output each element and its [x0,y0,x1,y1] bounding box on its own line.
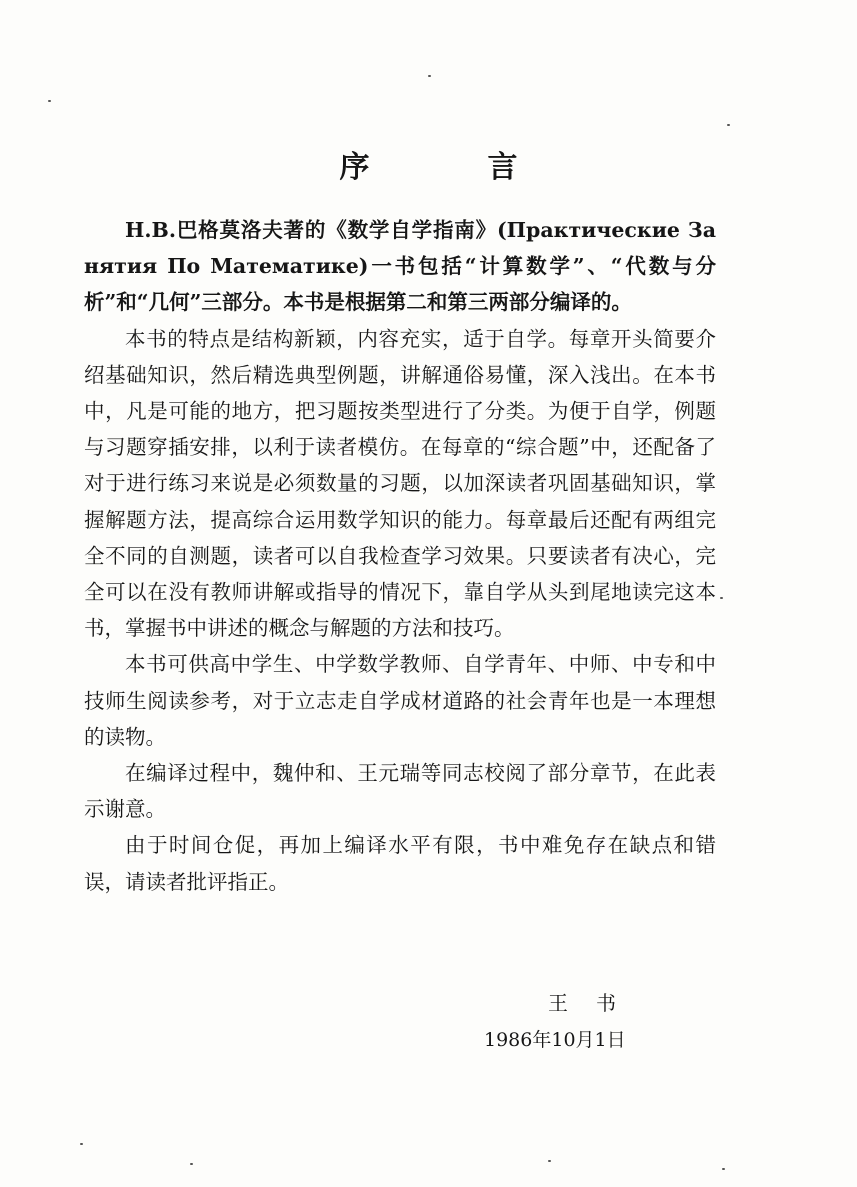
scan-speck [428,75,431,77]
paragraph-audience: 本书可供高中学生、中学数学教师、自学青年、中师、中专和中技师生阅读参考，对于立志走自学成材道路的社会青年也是一本理想的读物。 [84,652,716,749]
page-title: 序 言 [339,150,562,185]
scan-speck [727,124,730,126]
scan-speck [722,1168,725,1170]
paragraph-thanks: 在编译过程中，魏仲和、王元瑞等同志校阅了部分章节，在此表示谢意。 [84,761,716,822]
scan-speck [80,1143,83,1145]
scan-speck [720,597,723,599]
scan-speck [190,1163,193,1165]
scan-speck [548,1160,551,1162]
scan-speck [48,100,51,102]
paragraph-features: 本书的特点是结构新颖，内容充实，适于自学。每章开头简要介绍基础知识，然后精选典型例题，讲解通俗易懂，深入浅出。在本书中，凡是可能的地方，把习题按类型进行了分类。为便于自学，例题与习题穿插安排，以利于读者模仿。在每章的“综合题”中，还配备了对于进行练习来说是必须数量的习题，以加深读者巩固基础知识，掌握解题方法，提高综合运用数学知识的能力。每章最后还配有两组完全不同的自测题，读者可以自我检查学习效果。只要读者有决心，完全可以在没有教师讲解或指导的情况下，靠自学从头到尾地读完这本书，掌握书中讲述的概念与解题的方法和技巧。 [84,326,716,641]
paragraph-intro: Н.В.巴格莫洛夫著的《数学自学指南》(Практические Занятия По Математике)一书包括“计算数学”、“代数与分析”和“几何”三部分。本书是根据第二和第三两部分编译的。 [84,218,716,315]
preface-body [84,212,716,900]
signature-date: 1986年10月1日 [484,1029,626,1051]
paragraph-apology: 由于时间仓促，再加上编译水平有限，书中难免存在缺点和错误，请读者批评指正。 [84,833,716,894]
signature-name: 王书 [548,991,644,1015]
